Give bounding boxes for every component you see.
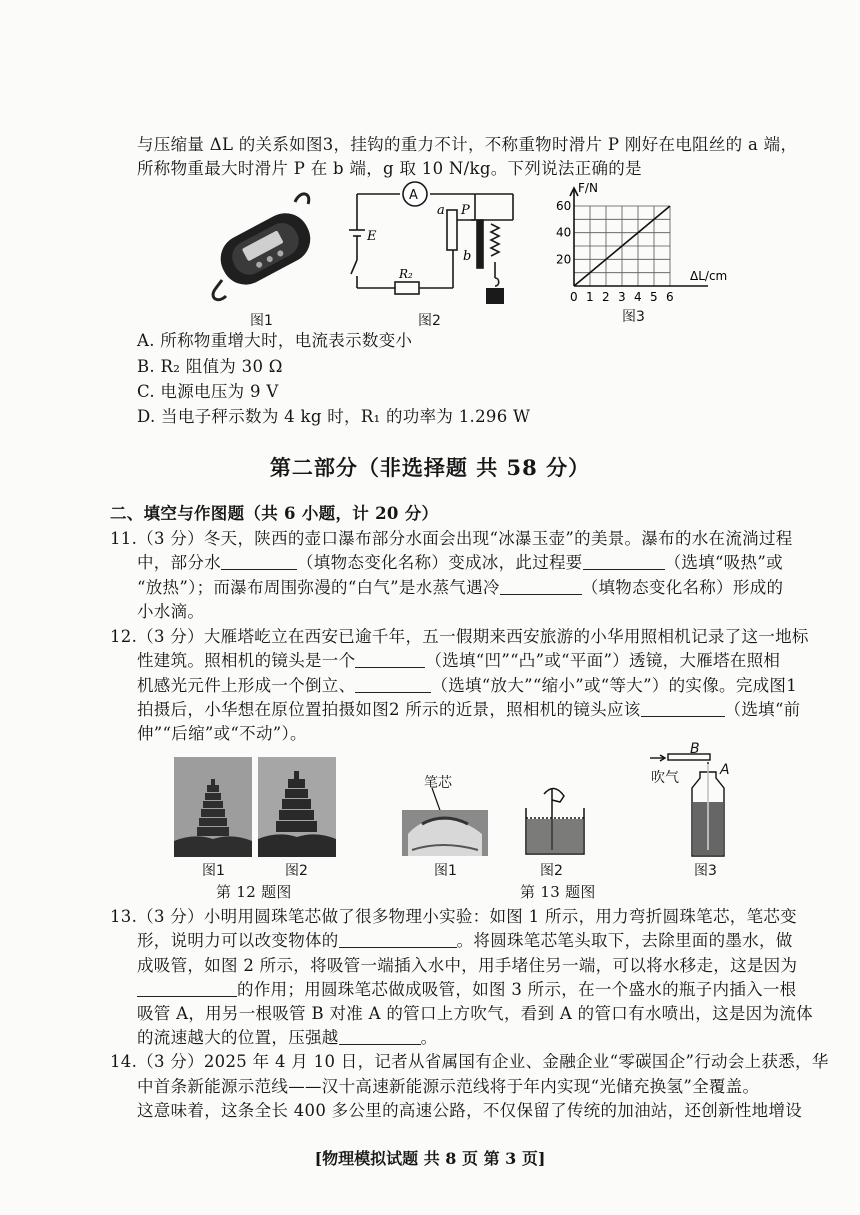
section2-heading: 二、填空与作图题（共 6 小题，计 20 分） [110, 504, 439, 523]
graph-xtick-label: 1 [586, 290, 594, 304]
q12-line5: 伸”“后缩”或“不动”）。 [137, 724, 307, 743]
q13-fig1-label: 图1 [434, 863, 457, 879]
q11-line4: 小水滴。 [137, 602, 205, 621]
q10-fig1-label: 图1 [250, 313, 273, 329]
q12-line3: 机感光元件上形成一个倒立、 （选填“放大”“缩小”或“等大”）的实像。完成图1 [137, 676, 798, 695]
graph-xtick-label: 6 [666, 290, 674, 304]
label-straw-a: A [720, 762, 730, 778]
q14-line3: 这意味着，这条全长 400 多公里的高速公路，不仅保留了传统的加油站，还创新性地增设 [137, 1101, 803, 1120]
label-r2: R₂ [399, 267, 413, 281]
q12-fig2-label: 图2 [285, 863, 308, 879]
q11-line3: “放热”）；而瀑布周围弥漫的“白气”是水蒸气遇冷 （填物态变化名称）形成的 [137, 578, 784, 597]
graph-xtick-label: 4 [634, 290, 642, 304]
q12-line2: 性建筑。照相机的镜头是一个 （选填“凹”“凸”或“平面”）透镜，大雁塔在照相 [137, 651, 781, 670]
q14-line2: 中首条新能源示范线——汉十高速新能源示范线将于年内实现“光储充换氢”全覆盖。 [137, 1077, 760, 1096]
graph-xtick-label: 2 [602, 290, 610, 304]
q12-fig1-label: 图1 [202, 863, 225, 879]
part2-title: 第二部分（非选择题 共 58 分） [269, 455, 591, 480]
graph-ytick-label: 20 [556, 252, 572, 267]
q13-line1: 13.（3 分）小明用圆珠笔芯做了很多物理小实验：如图 1 所示，用力弯折圆珠笔芯，笔芯变 [110, 907, 797, 926]
q13-line6: 的流速越大的位置，压强越 。 [137, 1028, 438, 1047]
label-p: P [461, 203, 470, 218]
pagoda-photo-near [258, 757, 336, 857]
q12-line4: 拍摄后，小华想在原位置拍摄如图2 所示的近景，照相机的镜头应该 （选填“前 [137, 700, 801, 719]
q10-line2: 所称物重最大时滑片 P 在 b 端，g 取 10 N/kg。下列说法正确的是 [137, 159, 642, 178]
q11-line1: 11.（3 分）冬天，陕西的壶口瀑布部分水面会出现“冰瀑玉壶”的美景。瀑布的水在流淌过程 [110, 529, 793, 548]
pagoda-photo-far [174, 757, 252, 857]
q12-line1: 12.（3 分）大雁塔屹立在西安已逾千年，五一假期来西安旅游的小华用照相机记录了这一地标 [110, 627, 809, 646]
q13-fig2-label: 图2 [540, 863, 563, 879]
graph-xlabel: ΔL/cm [690, 269, 728, 283]
q13-line4: 的作用；用圆珠笔芯做成吸管，如图 3 所示，在一个盛水的瓶子内插入一根 [137, 979, 797, 1001]
graph-ylabel: F/N [578, 181, 598, 195]
q10-line1: 与压缩量 ΔL 的关系如图3，挂钩的重力不计，不称重物时滑片 P 刚好在电阻丝的 a 端， [137, 135, 798, 154]
q13-fig3-label: 图3 [694, 863, 717, 879]
q10-option-c: C. 电源电压为 9 V [137, 382, 279, 401]
ammeter-label: A [409, 188, 418, 203]
label-a: a [437, 203, 445, 218]
label-straw-b: B [690, 741, 700, 757]
label-b: b [463, 249, 472, 264]
page-footer: [物理模拟试题 共 8 页 第 3 页] [314, 1149, 546, 1168]
q13-line3: 成吸管，如图 2 所示，将吸管一端插入水中，用手堵住另一端，可以将水移走，这是因为 [137, 956, 798, 975]
label-bixin: 笔芯 [424, 775, 452, 791]
label-e: E [367, 229, 377, 244]
force-extension-graph [548, 182, 748, 307]
graph-ytick-label: 40 [556, 225, 572, 240]
q14-line1: 14.（3 分）2025 年 4 月 10 日，记者从省属国有企业、金融企业“零碳国企”行动会上获悉，华 [110, 1052, 829, 1071]
q10-fig2-label: 图2 [418, 313, 441, 329]
graph-xtick-label: 5 [650, 290, 658, 304]
q13-line5: 吸管 A，用另一根吸管 B 对准 A 的管口上方吹气，看到 A 的管口有水喷出，这是因为流体 [137, 1004, 813, 1023]
label-chuiqi: 吹气 [651, 770, 679, 786]
circuit-diagram [345, 180, 525, 310]
q10-option-d: D. 当电子秤示数为 4 kg 时，R₁ 的功率为 1.296 W [137, 407, 531, 426]
q11-line2: 中，部分水 （填物态变化名称）变成冰，此过程要 （选填“吸热”或 [137, 553, 783, 572]
graph-xtick-label: 0 [570, 290, 578, 304]
scale-device-illustration [200, 188, 330, 308]
q10-option-a: A. 所称物重增大时，电流表示数变小 [137, 331, 413, 350]
q13-caption: 第 13 题图 [520, 883, 596, 901]
q10-fig3-label: 图3 [622, 309, 645, 325]
q10-option-b: B. R₂ 阻值为 30 Ω [137, 357, 283, 376]
bottle-blowing-figure [648, 752, 728, 860]
q12-caption: 第 12 题图 [216, 883, 292, 901]
q13-line2: 形，说明力可以改变物体的 。将圆珠笔芯笔头取下，去除里面的墨水，做 [137, 931, 793, 950]
graph-xtick-label: 3 [618, 290, 626, 304]
straw-in-water-figure [524, 784, 586, 856]
bent-pen-refill-photo [402, 790, 488, 856]
graph-ytick-label: 60 [556, 199, 572, 213]
